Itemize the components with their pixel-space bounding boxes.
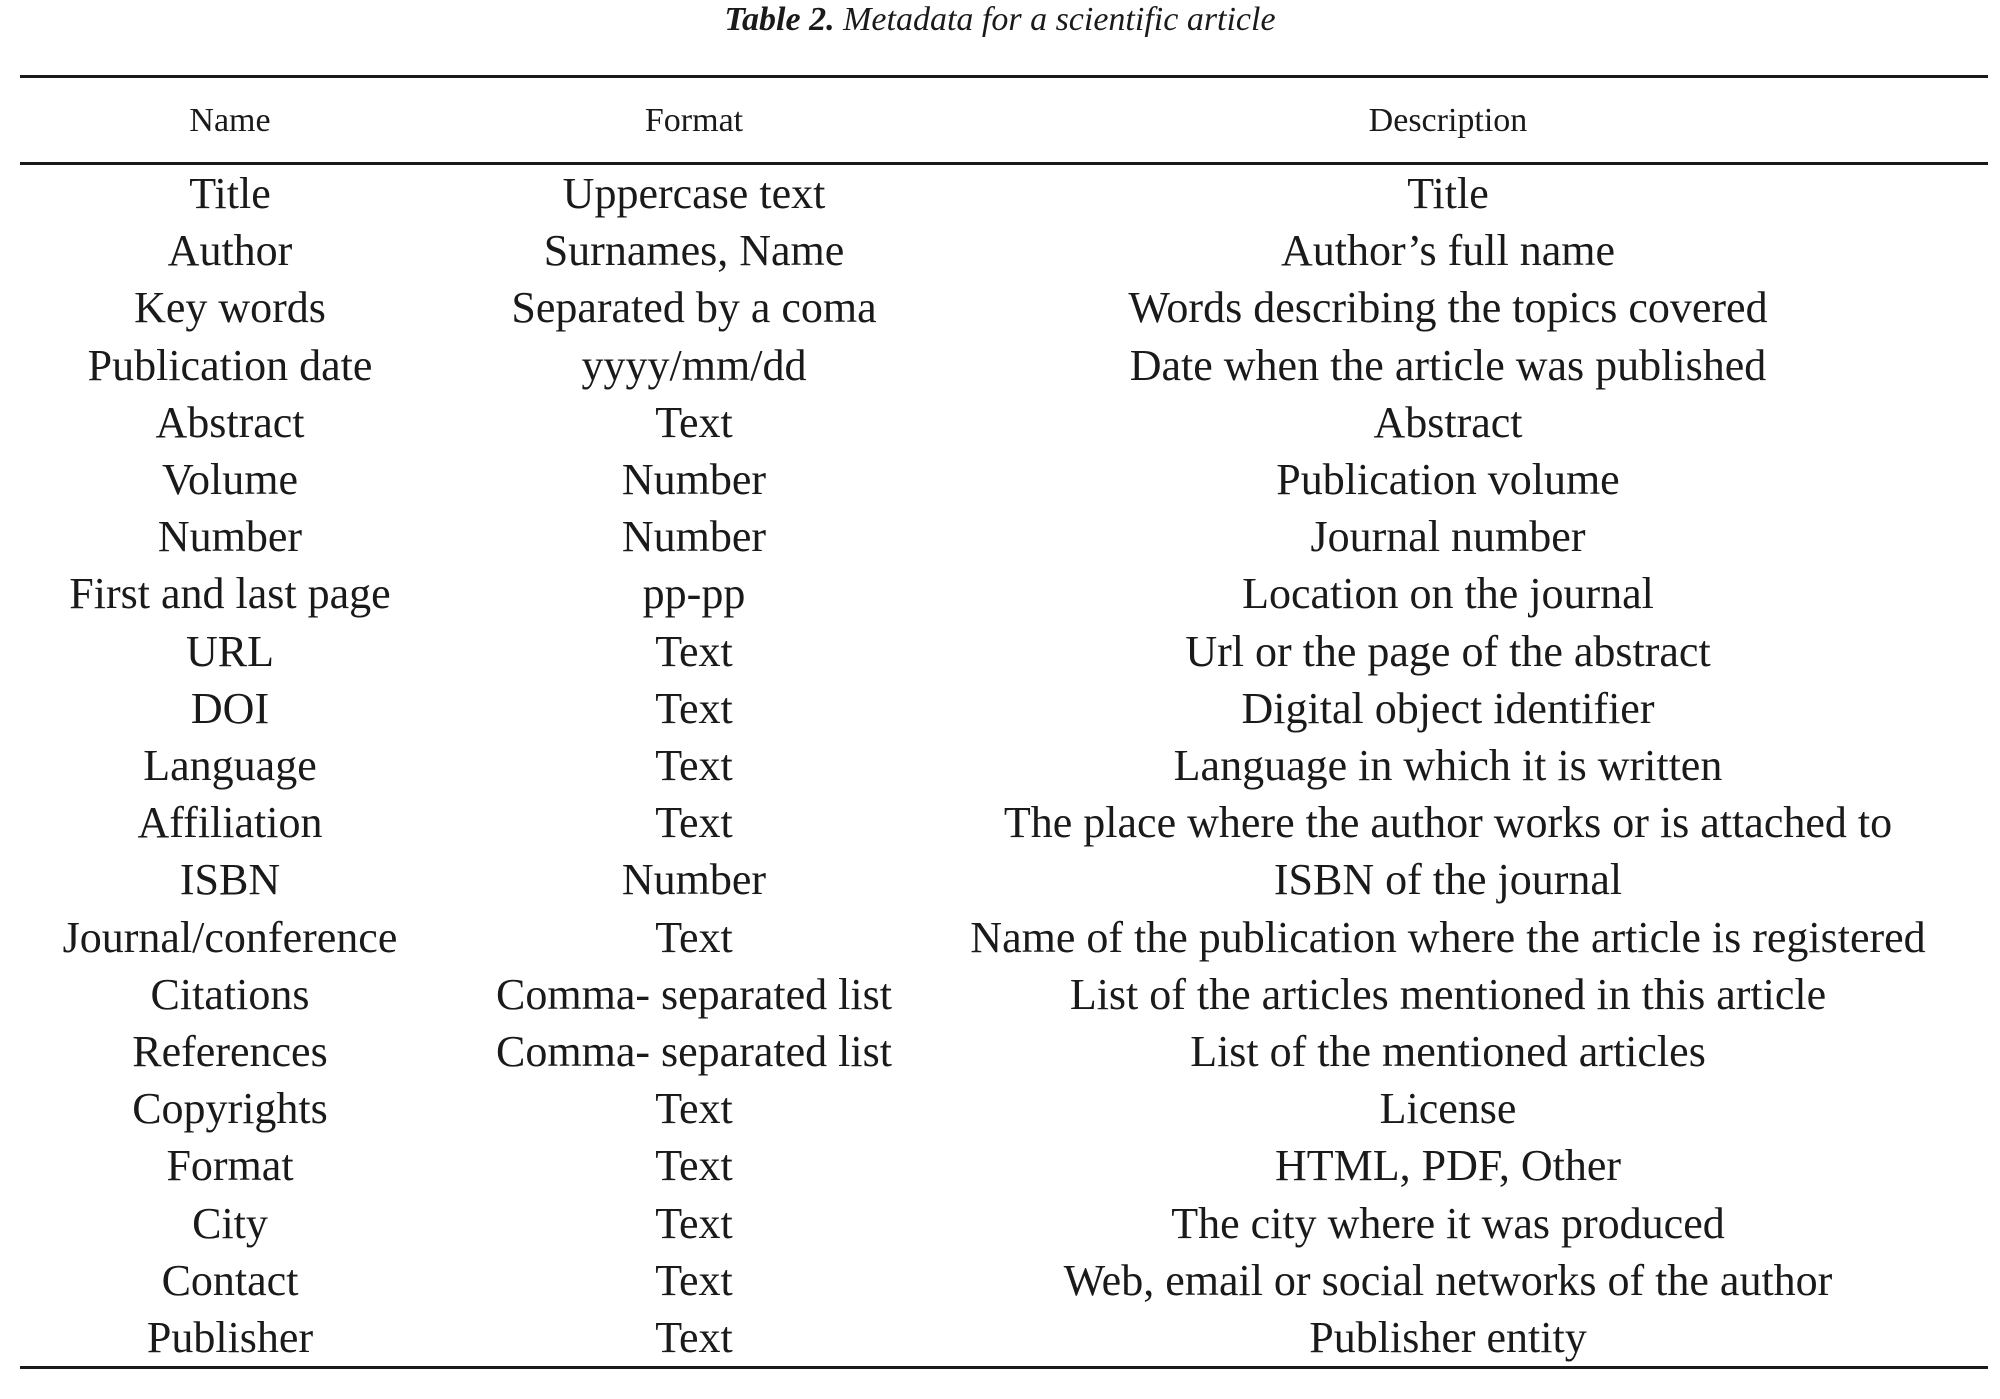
cell-name: Affiliation — [137, 798, 323, 848]
table-row — [20, 222, 1988, 279]
table-row — [20, 451, 1988, 508]
cell-format: Surnames, Name — [543, 226, 845, 276]
table-row — [20, 794, 1988, 851]
cell-description: List of the mentioned articles — [1190, 1027, 1706, 1076]
cell-format: Number — [621, 512, 767, 562]
cell-description: Journal number — [1310, 512, 1586, 562]
cell-description: Date when the article was published — [1129, 340, 1767, 390]
cell-description: Language in which it is written — [1173, 741, 1723, 790]
cell-description: Words describing the topics covered — [1128, 283, 1768, 333]
cell-name: ISBN — [179, 855, 281, 905]
cell-format: Text — [655, 798, 733, 848]
cell-name: URL — [186, 626, 274, 676]
cell-format: pp-pp — [642, 569, 746, 619]
cell-format: Text — [655, 1141, 733, 1191]
table-row — [20, 966, 1988, 1023]
cell-format: Uppercase text — [562, 169, 826, 218]
cell-format: Number — [621, 455, 767, 504]
cell-description: Abstract — [1373, 397, 1523, 447]
table-row — [20, 737, 1988, 794]
header-name: Name — [189, 102, 271, 139]
cell-description: Digital object identifier — [1241, 683, 1655, 733]
cell-description: Publisher entity — [1309, 1313, 1587, 1362]
cell-name: Title — [189, 169, 271, 218]
cell-name: Contact — [161, 1255, 299, 1305]
cell-name: Citations — [150, 969, 310, 1019]
table-row — [20, 1252, 1988, 1309]
cell-format: Text — [655, 741, 733, 790]
cell-description: The city where it was produced — [1171, 1198, 1725, 1248]
cell-description: Title — [1407, 169, 1489, 218]
cell-description: Author’s full name — [1280, 226, 1616, 276]
cell-name: First and last page — [69, 569, 391, 619]
cell-name: Format — [166, 1141, 294, 1191]
cell-description: Name of the publication where the article is registered — [970, 912, 1926, 962]
table-caption — [0, 0, 2000, 40]
caption-label: Table 2. — [724, 1, 835, 38]
table-row — [20, 1309, 1988, 1366]
cell-name: References — [132, 1027, 328, 1076]
cell-name: Number — [157, 512, 303, 562]
caption-text: Metadata for a scientific article — [834, 1, 1276, 38]
cell-name: Copyrights — [132, 1084, 328, 1134]
cell-description: License — [1379, 1084, 1517, 1134]
table-row — [20, 623, 1988, 680]
cell-format: Text — [655, 397, 733, 447]
header-description: Description — [1368, 102, 1528, 139]
table-row — [20, 508, 1988, 565]
table-bottom-rule — [20, 1366, 1988, 1369]
cell-format: Text — [655, 1084, 733, 1134]
cell-format: Text — [655, 1313, 733, 1362]
cell-description: The place where the author works or is attached to — [1003, 798, 1893, 848]
table-row — [20, 565, 1988, 622]
cell-format: Text — [655, 683, 733, 733]
cell-format: Text — [655, 1255, 733, 1305]
cell-format: Comma- separated list — [496, 1027, 892, 1076]
table-row — [20, 909, 1988, 966]
table-row — [20, 851, 1988, 908]
table-row — [20, 337, 1988, 394]
table-row — [20, 680, 1988, 737]
cell-format: Comma- separated list — [496, 969, 892, 1019]
cell-format: Text — [655, 912, 733, 962]
cell-format: Text — [655, 1198, 733, 1248]
cell-name: Publication date — [87, 340, 373, 390]
cell-format: Text — [655, 626, 733, 676]
cell-description: HTML, PDF, Other — [1274, 1141, 1622, 1191]
cell-name: Key words — [134, 283, 326, 333]
cell-description: Web, email or social networks of the author — [1063, 1255, 1833, 1305]
table-row — [20, 1080, 1988, 1137]
table-row — [20, 394, 1988, 451]
cell-format: Number — [621, 855, 767, 905]
cell-name: Language — [143, 741, 317, 790]
cell-name: Volume — [161, 455, 299, 504]
cell-description: ISBN of the journal — [1273, 855, 1623, 905]
cell-description: Publication volume — [1276, 455, 1620, 504]
cell-name: Abstract — [155, 397, 305, 447]
table-row — [20, 165, 1988, 222]
table-top-rule — [20, 75, 1988, 78]
cell-format: Separated by a coma — [511, 283, 877, 333]
table-row — [20, 1137, 1988, 1194]
cell-description: Location on the journal — [1242, 569, 1654, 619]
cell-format: yyyy/mm/dd — [581, 340, 807, 390]
cell-name: Publisher — [146, 1313, 314, 1362]
cell-description: Url or the page of the abstract — [1185, 626, 1711, 676]
table-row — [20, 1023, 1988, 1080]
table-row — [20, 1195, 1988, 1252]
table-header-row — [20, 96, 1988, 146]
cell-description: List of the articles mentioned in this article — [1069, 969, 1827, 1019]
table-row — [20, 279, 1988, 336]
cell-name: Journal/conference — [62, 912, 398, 962]
cell-name: Author — [167, 226, 293, 276]
cell-name: City — [192, 1198, 268, 1248]
header-format: Format — [644, 102, 744, 139]
cell-name: DOI — [190, 683, 270, 733]
